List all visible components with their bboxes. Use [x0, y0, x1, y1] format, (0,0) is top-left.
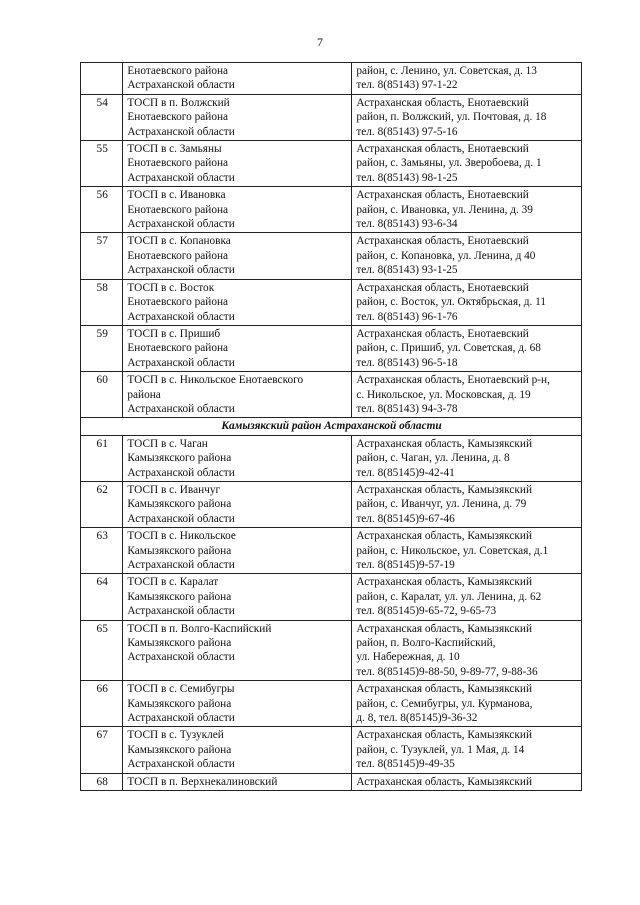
address-line: тел. 8(85145)9-88-50, 9-89-77, 9-88-36 [356, 665, 538, 678]
address-line: район, с. Пришиб, ул. Советская, д. 68 [356, 342, 541, 355]
table-row [81, 481, 582, 527]
table-row [81, 141, 582, 187]
organization-name-line: Камызякского района [127, 498, 232, 511]
address-cell [352, 279, 582, 325]
organization-name-line: Астраханской области [127, 310, 235, 323]
organization-name-line: ТОСП в с. Чаган [127, 437, 208, 450]
organization-name-line: ТОСП в с. Восток [127, 281, 215, 294]
address-cell [352, 187, 582, 233]
organization-name-line: Енотаевского района [127, 249, 229, 262]
organization-name-cell [123, 63, 352, 95]
organization-name-line: ТОСП в с. Каралат [127, 576, 219, 589]
organization-name-line: ТОСП в п. Волжский [127, 96, 230, 109]
organization-name-cell [123, 279, 352, 325]
address-line: Астраханская область, Камызякский [356, 437, 533, 450]
table-row [81, 325, 582, 371]
address-line: Астраханская область, Камызякский [356, 576, 533, 589]
organization-name-cell [123, 620, 352, 681]
table-row [81, 94, 582, 140]
organization-name-cell [123, 94, 352, 140]
address-line: тел. 8(85145)9-65-72, 9-65-73 [356, 605, 497, 618]
organization-name-line: Астраханской области [127, 79, 235, 92]
row-number: 54 [81, 94, 123, 140]
organization-name-cell [123, 528, 352, 574]
organization-name-line: Енотаевского района [127, 65, 229, 77]
table-row [81, 727, 582, 773]
address-line: район, с. Тузуклей, ул. 1 Мая, д. 14 [356, 743, 525, 756]
row-number: 56 [81, 187, 123, 233]
organization-name-cell [123, 141, 352, 187]
address-line: Астраханская область, Камызякский [356, 729, 533, 742]
address-line: район, с. Чаган, ул. Ленина, д. 8 [356, 452, 510, 465]
address-cell [352, 681, 582, 727]
organization-name-line: Астраханской области [127, 466, 235, 479]
organization-name-line: Астраханской области [127, 218, 235, 231]
address-line: район, с. Ленино, ул. Советская, д. 13 [356, 65, 537, 77]
organization-name-line: Астраханской области [127, 758, 235, 771]
address-line: Астраханская область, Камызякский [356, 683, 533, 696]
organization-name-cell [123, 727, 352, 773]
organization-name-cell [123, 773, 352, 790]
row-number: 63 [81, 528, 123, 574]
organization-name-line: ТОСП в с. Копановка [127, 235, 231, 248]
address-line: район, с. Восток, ул. Октябрьская, д. 11 [356, 296, 547, 309]
row-number: 66 [81, 681, 123, 727]
organization-name-line: ТОСП в с. Никольское Енотаевского [127, 374, 304, 387]
organization-name-cell [123, 187, 352, 233]
organization-name-line: ТОСП в с. Ивановка [127, 189, 226, 202]
row-number: 61 [81, 435, 123, 481]
address-line: район, п. Волжский, ул. Почтовая, д. 18 [356, 111, 547, 124]
organization-name-line: Астраханской области [127, 171, 235, 184]
table-row [81, 372, 582, 418]
address-cell [352, 481, 582, 527]
address-line: тел. 8(85143) 96-5-18 [356, 356, 458, 369]
section-row [81, 418, 582, 435]
address-line: Астраханская область, Камызякский [356, 483, 533, 496]
organization-name-line: ТОСП в с. Никольское [127, 530, 236, 543]
address-cell [352, 63, 582, 95]
organization-name-line: ТОСП в с. Иванчуг [127, 483, 221, 496]
address-line: Астраханская область, Енотаевский [356, 327, 529, 340]
table-row [81, 279, 582, 325]
address-line: Астраханская область, Енотаевский [356, 96, 529, 109]
row-number: 59 [81, 325, 123, 371]
address-line: тел. 8(85143) 97-5-16 [356, 125, 458, 138]
address-line: Астраханская область, Енотаевский [356, 235, 529, 248]
row-number: 58 [81, 279, 123, 325]
organization-name-line: Камызякского района [127, 452, 232, 465]
organization-name-line: Камызякского района [127, 544, 232, 557]
organization-name-line: района [127, 388, 161, 401]
organization-name-cell [123, 325, 352, 371]
organization-name-line: Енотаевского района [127, 342, 229, 355]
row-number: 57 [81, 233, 123, 279]
address-line: Астраханская область, Енотаевский [356, 143, 529, 156]
address-line: район, с. Семибугры, ул. Курманова, [356, 697, 533, 710]
address-line: район, с. Замьяны, ул. Зверобоева, д. 1 [356, 157, 542, 170]
address-cell [352, 773, 582, 790]
table-row [81, 435, 582, 481]
organization-name-line: Камызякского района [127, 590, 232, 603]
organization-name-line: ТОСП в п. Волго-Каспийский [127, 622, 272, 635]
address-line: район, п. Волго-Каспийский, [356, 637, 496, 650]
address-line: тел. 8(85145)9-57-19 [356, 559, 455, 571]
address-line: Астраханская область, Енотаевский [356, 189, 529, 202]
address-table [80, 62, 582, 791]
address-line: тел. 8(85143) 93-1-25 [356, 264, 458, 277]
table-row [81, 233, 582, 279]
address-line: тел. 8(85143) 93-6-34 [356, 218, 458, 231]
organization-name-line: Астраханской области [127, 264, 235, 277]
address-line: Астраханская область, Енотаевский [356, 281, 529, 294]
address-cell [352, 435, 582, 481]
organization-name-line: Камызякского района [127, 637, 232, 650]
organization-name-cell [123, 681, 352, 727]
address-line: тел. 8(85143) 98-1-25 [356, 171, 458, 184]
address-line: район, с. Иванчуг, ул. Ленина, д. 79 [356, 498, 527, 511]
organization-name-line: Астраханской области [127, 712, 235, 725]
address-line: ул. Набережная, д. 10 [356, 651, 460, 664]
address-line: район, с. Копановка, ул. Ленина, д 40 [356, 249, 536, 262]
table-section [81, 418, 582, 435]
row-number: 55 [81, 141, 123, 187]
row-number: 64 [81, 574, 123, 620]
address-cell [352, 574, 582, 620]
address-line: тел. 8(85143) 97-1-22 [356, 79, 458, 92]
organization-name-line: ТОСП в с. Тузуклей [127, 729, 224, 742]
organization-name-cell [123, 233, 352, 279]
organization-name-cell [123, 435, 352, 481]
table-body-enotaevsky [81, 63, 582, 418]
table-row [81, 574, 582, 620]
organization-name-line: Камызякского района [127, 743, 232, 756]
address-cell [352, 94, 582, 140]
organization-name-line: Енотаевского района [127, 296, 229, 309]
table-row [81, 63, 582, 95]
address-cell [352, 372, 582, 418]
address-cell [352, 528, 582, 574]
organization-name-line: Астраханской области [127, 125, 235, 138]
table-row [81, 773, 582, 790]
organization-name-line: ТОСП в с. Замьяны [127, 143, 222, 156]
address-line: Астраханская область, Камызякский [356, 622, 533, 635]
address-line: тел. 8(85143) 94-3-78 [356, 402, 458, 415]
organization-name-line: Астраханской области [127, 559, 235, 571]
address-line: с. Никольское, ул. Московская, д. 19 [356, 388, 531, 401]
table-row [81, 528, 582, 574]
organization-name-line: ТОСП в п. Верхнекалиновский [127, 775, 278, 788]
address-line: район, с. Никольское, ул. Советская, д.1 [356, 544, 549, 557]
section-title: Камызякский район Астраханской области [81, 418, 582, 435]
address-line: Астраханская область, Камызякский [356, 775, 533, 788]
row-number: 68 [81, 773, 123, 790]
address-line: тел. 8(85145)9-42-41 [356, 466, 455, 479]
address-cell [352, 141, 582, 187]
address-line: Астраханская область, Енотаевский р-н, [356, 374, 550, 387]
organization-name-line: Енотаевского района [127, 111, 229, 124]
address-line: район, с. Ивановка, ул. Ленина, д. 39 [356, 203, 533, 216]
organization-name-cell [123, 481, 352, 527]
address-cell [352, 325, 582, 371]
organization-name-line: ТОСП в с. Пришиб [127, 327, 221, 340]
row-number: 60 [81, 372, 123, 418]
organization-name-line: Камызякского района [127, 697, 232, 710]
address-cell [352, 233, 582, 279]
address-cell [352, 620, 582, 681]
organization-name-line: Енотаевского района [127, 203, 229, 216]
organization-name-line: Астраханской области [127, 512, 235, 525]
address-line: тел. 8(85143) 96-1-76 [356, 310, 458, 323]
organization-name-cell [123, 574, 352, 620]
table-row [81, 187, 582, 233]
organization-name-line: Астраханской области [127, 651, 235, 664]
organization-name-line: Астраханской области [127, 402, 235, 415]
organization-name-line: Астраханской области [127, 605, 235, 618]
row-number: 67 [81, 727, 123, 773]
organization-name-line: Енотаевского района [127, 157, 229, 170]
organization-name-cell [123, 372, 352, 418]
row-number [81, 63, 123, 95]
table-row [81, 620, 582, 681]
organization-name-line: Астраханской области [127, 356, 235, 369]
address-line: Астраханская область, Камызякский [356, 530, 533, 543]
address-line: д. 8, тел. 8(85145)9-36-32 [356, 712, 478, 725]
table-body-kamyzyaksky [81, 435, 582, 790]
address-cell [352, 727, 582, 773]
address-line: тел. 8(85145)9-67-46 [356, 512, 455, 525]
address-line: тел. 8(85145)9-49-35 [356, 758, 455, 771]
page-number: 7 [317, 35, 323, 49]
row-number: 65 [81, 620, 123, 681]
row-number: 62 [81, 481, 123, 527]
organization-name-line: ТОСП в с. Семибугры [127, 683, 235, 696]
table-row [81, 681, 582, 727]
address-line: район, с. Каралат, ул. ул. Ленина, д. 62 [356, 590, 542, 603]
